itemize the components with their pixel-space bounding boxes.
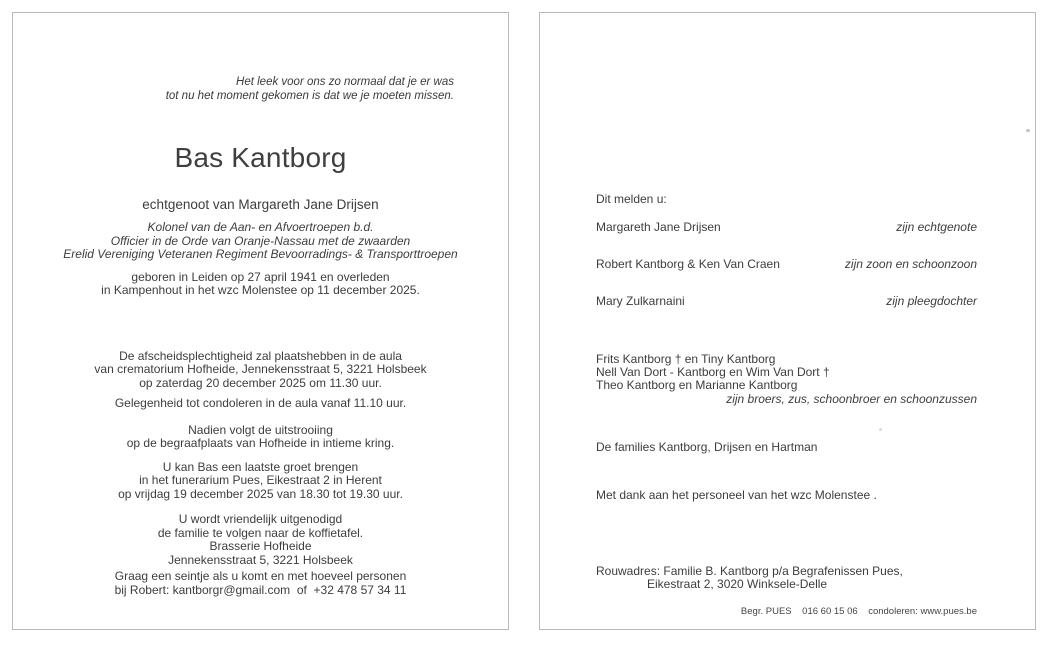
spouse-line: echtgenoot van Margareth Jane Drijsen bbox=[142, 197, 379, 212]
honors-line: Erelid Vereniging Veteranen Regiment Bevoorradings- & Transporttroepen bbox=[63, 247, 458, 261]
rsvp-contact-line: bij Robert: kantborgr@gmail.com of +32 478 57 34 11 bbox=[114, 582, 407, 597]
ceremony-block bbox=[13, 350, 508, 391]
life-dates-block bbox=[13, 271, 508, 298]
honors-line: Kolonel van de Aan- en Afvoertroepen b.d. bbox=[147, 220, 374, 234]
mourning-address-line: Rouwadres: Familie B. Kantborg p/a Begrafenissen Pues, bbox=[596, 564, 903, 578]
relative-relation: zijn zoon en schoonzoon bbox=[844, 256, 977, 271]
families-line: De families Kantborg, Drijsen en Hartman bbox=[596, 440, 818, 454]
verse-line: Het leek voor ons zo normaal dat je er was bbox=[236, 76, 454, 88]
ceremony-line: op zaterdag 20 december 2025 om 11.30 uur. bbox=[139, 375, 382, 390]
scattering-block bbox=[13, 424, 508, 451]
coffee-table-line: Brasserie Hofheide bbox=[209, 539, 312, 553]
relative-relation: zijn pleegdochter bbox=[886, 293, 977, 308]
memorial-card-left-page bbox=[12, 12, 509, 630]
rsvp-block bbox=[13, 570, 508, 597]
scan-speck bbox=[1026, 129, 1030, 132]
relative-row bbox=[596, 221, 977, 235]
relative-names: Robert Kantborg & Ken Van Craen bbox=[596, 256, 780, 271]
life-dates-line: in Kampenhout in het wzc Molenstee op 11 december 2025. bbox=[101, 283, 420, 297]
mourning-address-block bbox=[596, 565, 977, 591]
last-greeting-line: U kan Bas een laatste groet brengen bbox=[162, 459, 359, 474]
rsvp-line: Graag een seintje als u komt en met hoeveel personen bbox=[114, 569, 407, 583]
relative-names: Margareth Jane Drijsen bbox=[596, 219, 721, 234]
thanks-line: Met dank aan het personeel van het wzc Molenstee . bbox=[596, 487, 877, 502]
coffee-table-block bbox=[13, 513, 508, 567]
siblings-block bbox=[596, 353, 977, 406]
coffee-table-line: Jennekensstraat 5, 3221 Holsbeek bbox=[168, 552, 353, 567]
memorial-card-right-page bbox=[539, 12, 1036, 630]
honors-block bbox=[13, 221, 508, 262]
relative-row bbox=[596, 258, 977, 272]
scan-speck bbox=[879, 428, 882, 431]
last-greeting-block bbox=[13, 461, 508, 502]
ceremony-line: De afscheidsplechtigheid zal plaatshebben in de aula bbox=[119, 348, 402, 363]
opening-verse bbox=[13, 75, 508, 103]
siblings-line: Frits Kantborg † en Tiny Kantborg bbox=[596, 352, 776, 366]
coffee-table-line: de familie te volgen naar de koffietafel. bbox=[157, 525, 364, 540]
scattering-line: Nadien volgt de uitstrooiing bbox=[188, 422, 333, 437]
siblings-line: Theo Kantborg en Marianne Kantborg bbox=[596, 378, 798, 392]
last-greeting-line: op vrijdag 19 december 2025 van 18.30 tot 19.30 uur. bbox=[118, 486, 403, 501]
scattering-line: op de begraafplaats van Hofheide in intieme kring. bbox=[126, 436, 395, 450]
last-greeting-line: in het funerarium Pues, Eikestraat 2 in Herent bbox=[139, 473, 382, 487]
announcement-header: Dit melden u: bbox=[596, 192, 667, 206]
verse-line: tot nu het moment gekomen is dat we je moeten missen. bbox=[165, 90, 454, 102]
deceased-name: Bas Kantborg bbox=[174, 142, 347, 173]
siblings-relation: zijn broers, zus, schoonbroer en schoonzussen bbox=[726, 392, 977, 406]
life-dates-line: geboren in Leiden op 27 april 1941 en overleden bbox=[131, 269, 390, 284]
coffee-table-line: U wordt vriendelijk uitgenodigd bbox=[178, 512, 343, 526]
relative-row bbox=[596, 295, 977, 309]
condolences-line: Gelegenheid tot condoleren in de aula vanaf 11.10 uur. bbox=[114, 396, 407, 410]
ceremony-line: van crematorium Hofheide, Jennekensstraat 5, 3221 Holsbeek bbox=[94, 362, 427, 376]
honors-line: Officier in de Orde van Oranje-Nassau met de zwaarden bbox=[110, 233, 411, 248]
relative-names: Mary Zulkarnaini bbox=[596, 293, 685, 308]
funeral-home-footer: Begr. PUES 016 60 15 06 condoleren: www.pues.be bbox=[740, 606, 977, 617]
mourning-address-line: Eikestraat 2, 3020 Winksele-Delle bbox=[647, 577, 828, 591]
relative-relation: zijn echtgenote bbox=[896, 219, 977, 234]
siblings-line: Nell Van Dort - Kantborg en Wim Van Dort † bbox=[596, 365, 830, 379]
